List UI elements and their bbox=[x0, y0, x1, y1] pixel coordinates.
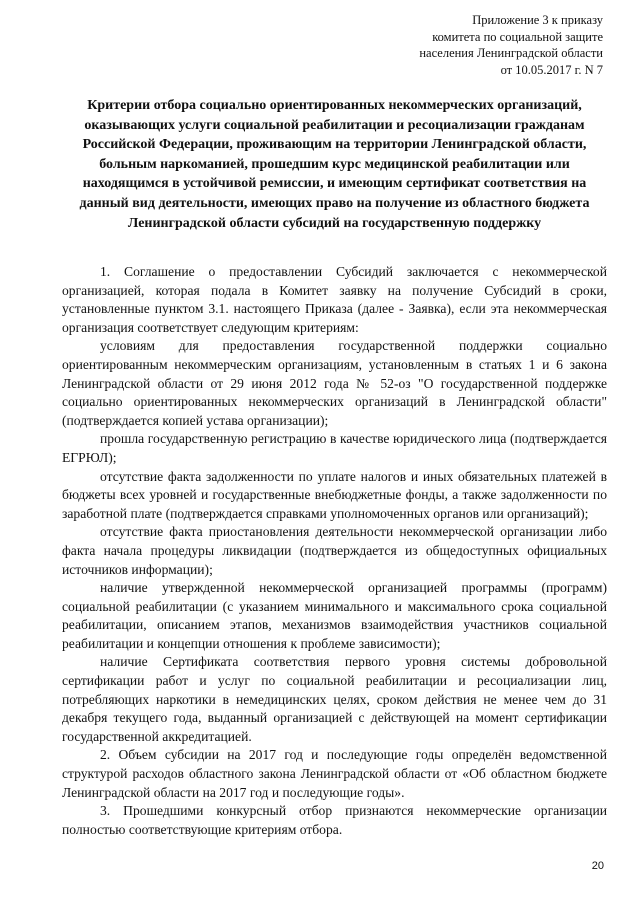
appendix-header bbox=[419, 12, 603, 78]
document-title: Критерии отбора социально ориентированных некоммерческих организаций, оказывающих услуги социальной реабилитации и ресоциализации гражданам Российской Федерации, проживающим на территории Ленинградской области, больным наркоманией, прошедшим курс медицинской реабилитации или находящимся в устойчивой ремиссии, и имеющим сертификат соответствия на данный вид деятельности, имеющих право на получение из областного бюджета Ленинградской области субсидий на государственную поддержку bbox=[79, 98, 590, 231]
body-paragraph: 3. Прошедшими конкурсный отбор признаются некоммерческие организации полностью соответствующие критериям отбора. bbox=[62, 803, 607, 837]
body-paragraph: прошла государственную регистрацию в качестве юридического лица (подтверждается ЕГРЮЛ); bbox=[62, 431, 607, 465]
page-number: 20 bbox=[591, 860, 604, 872]
appendix-header-line: населения Ленинградской области bbox=[419, 46, 603, 60]
body-paragraph: условиям для предоставления государственной поддержки социально ориентированным некоммерческим организациям, установленным в статьях 1 и 6 закона Ленинградской области от 29 июня 2012 года № 52-оз "О государственной поддержке социально ориентированных некоммерческих организаций в Ленинградской области" (подтверждается копией устава организации); bbox=[62, 338, 607, 428]
body-paragraph: отсутствие факта задолженности по уплате налогов и иных обязательных платежей в бюджеты всех уровней и государственные внебюджетные фонды, а также задолженности по заработной плате (подтверждается справками уполномоченных органов или организаций); bbox=[62, 468, 607, 521]
body-paragraph: 1. Соглашение о предоставлении Субсидий заключается с некоммерческой организацией, которая подала в Комитет заявку на получение Субсидий в сроки, установленные пунктом 3.1. настоящего Приказа (далее - Заявка), если эта некоммерческая организация соответствует следующим критериям: bbox=[62, 264, 607, 335]
document-body bbox=[62, 263, 607, 839]
body-paragraph: наличие Сертификата соответствия первого уровня системы добровольной сертификации работ и услуг по социальной реабилитации и ресоциализации лиц, потребляющих наркотики в немедицинских целях, сроком действия не менее чем до 31 декабря текущего года, выданный организацией с действующей на момент сертификации государственной аккредитацией. bbox=[62, 654, 607, 744]
appendix-header-line: от 10.05.2017 г. N 7 bbox=[500, 62, 603, 77]
body-paragraph: отсутствие факта приостановления деятельности некоммерческой организации либо факта начала процедуры ликвидации (подтверждается из общедоступных официальных источников информации); bbox=[62, 524, 607, 577]
appendix-header-line: Приложение 3 к приказу bbox=[472, 13, 603, 27]
body-paragraph: наличие утвержденной некоммерческой организацией программы (программ) социальной реабилитации (с указанием минимального и максимального срока социальной реабилитации, описанием этапов, механизмов взаимодействия участников социальной реабилитации и концепции отношения к проблеме зависимости); bbox=[62, 580, 607, 651]
appendix-header-line: комитета по социальной защите bbox=[432, 29, 603, 44]
body-paragraph: 2. Объем субсидии на 2017 год и последующие годы определён ведомственной структурой расходов областного закона Ленинградской области от «Об областном бюджете Ленинградской области на 2017 год и последующие годы». bbox=[62, 747, 607, 800]
